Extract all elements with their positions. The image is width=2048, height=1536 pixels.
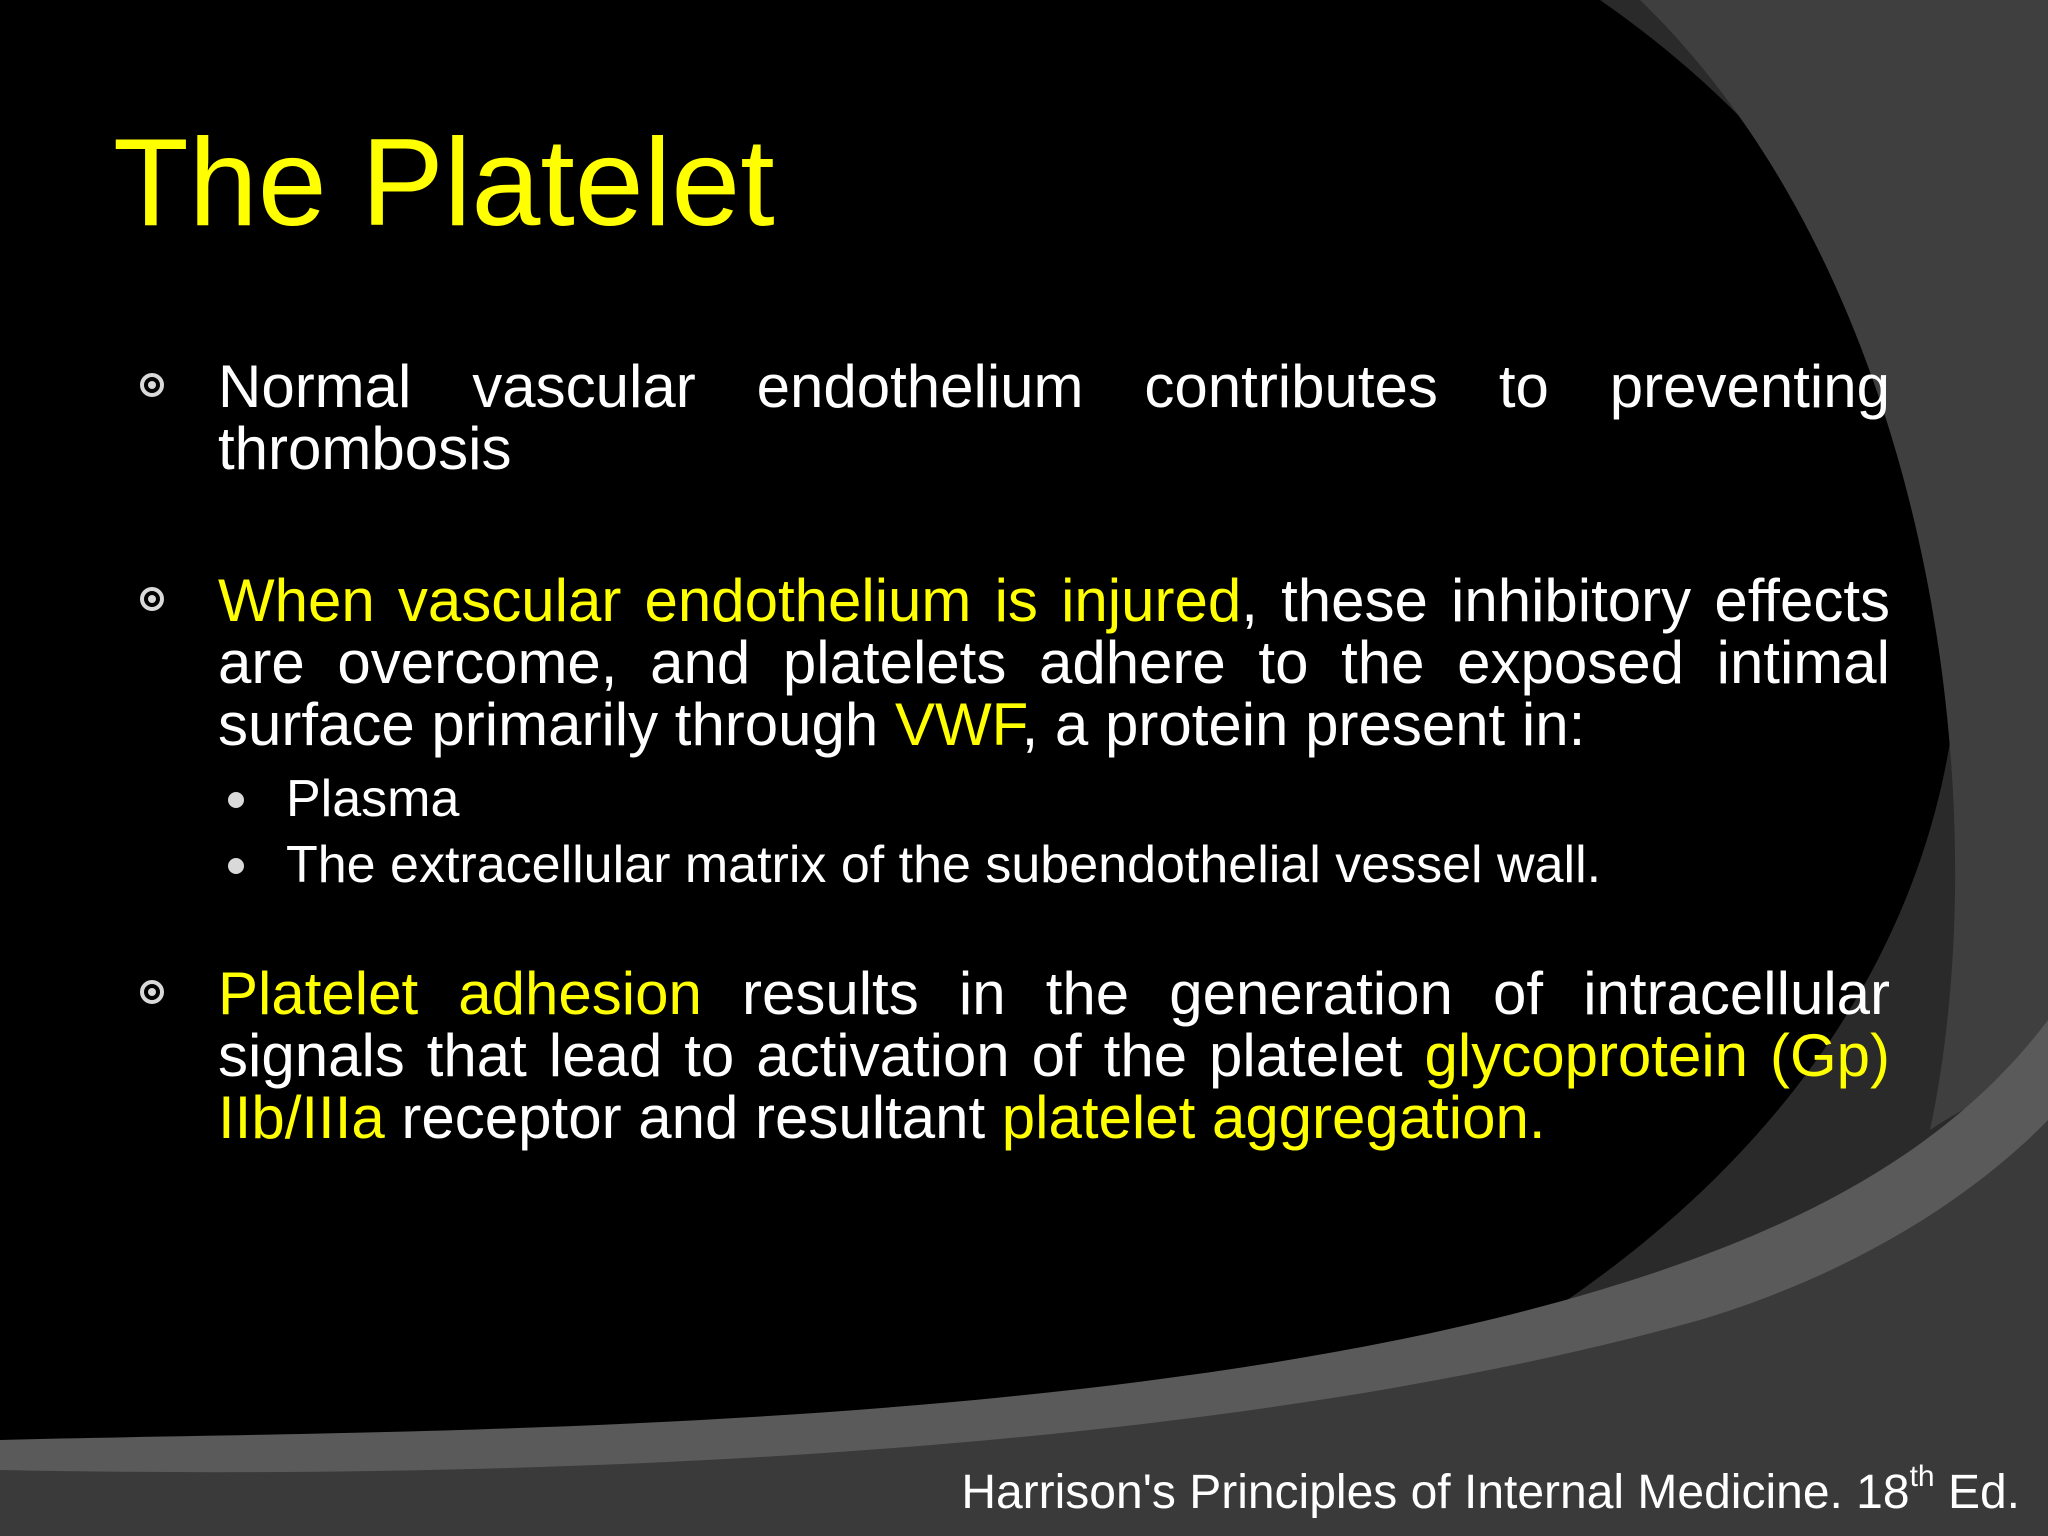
bullet-1-segment: Normal vascular endothelium contributes to preventing thrombosis <box>218 353 1890 482</box>
slide-title: The Platelet <box>113 114 775 252</box>
bullet-item-1 <box>140 353 1890 482</box>
bullet-1-text <box>218 353 1890 482</box>
bullet-item-3 <box>140 960 1891 1151</box>
bullet-3-segment: results in the generation of intracellular signals that lead to activation of the platelet <box>218 960 1891 1089</box>
dot-bullet-icon <box>228 858 244 874</box>
sub-bullet-list <box>140 766 1890 898</box>
citation-suffix: Ed. <box>1934 1466 2020 1520</box>
citation-superscript: th <box>1909 1460 1935 1494</box>
bullet-3-highlight-aggregation: platelet aggregation. <box>1001 1084 1546 1151</box>
circle-dot-bullet-icon <box>140 587 164 611</box>
circle-dot-bullet-icon <box>140 373 164 397</box>
bullet-3-highlight-glycoprotein: glycoprotein (Gp) IIb/IIIa <box>218 1022 1890 1151</box>
bullet-3-segment-2: receptor and resultant <box>384 1084 1002 1151</box>
bullet-2-highlight-injured: When vascular endothelium is injured <box>218 567 1242 634</box>
sub-bullet-item <box>218 832 1890 898</box>
sub-bullet-text: Plasma <box>286 770 460 828</box>
circle-dot-bullet-icon <box>140 980 164 1004</box>
bullet-list <box>140 353 1891 1151</box>
bullet-2-highlight-vwf: VWF <box>894 691 1022 758</box>
bullet-item-2 <box>140 567 1890 758</box>
bullet-3-text <box>218 960 1890 1151</box>
sub-bullet-text: The extracellular matrix of the subendothelial vessel wall. <box>286 836 1602 894</box>
bullet-2-text <box>218 567 1890 758</box>
citation <box>961 1460 2020 1522</box>
sub-bullet-item <box>218 766 1890 832</box>
bullet-2-segment-end: , a protein present in: <box>1021 691 1586 758</box>
dot-bullet-icon <box>228 792 244 808</box>
bullet-2-segment: , these inhibitory effects are overcome, and platelets adhere to the exposed intimal surface primarily through <box>218 567 1890 758</box>
citation-text: Harrison's Principles of Internal Medicine. 18 <box>961 1466 1910 1520</box>
bullet-3-highlight-adhesion: Platelet adhesion <box>218 960 702 1027</box>
